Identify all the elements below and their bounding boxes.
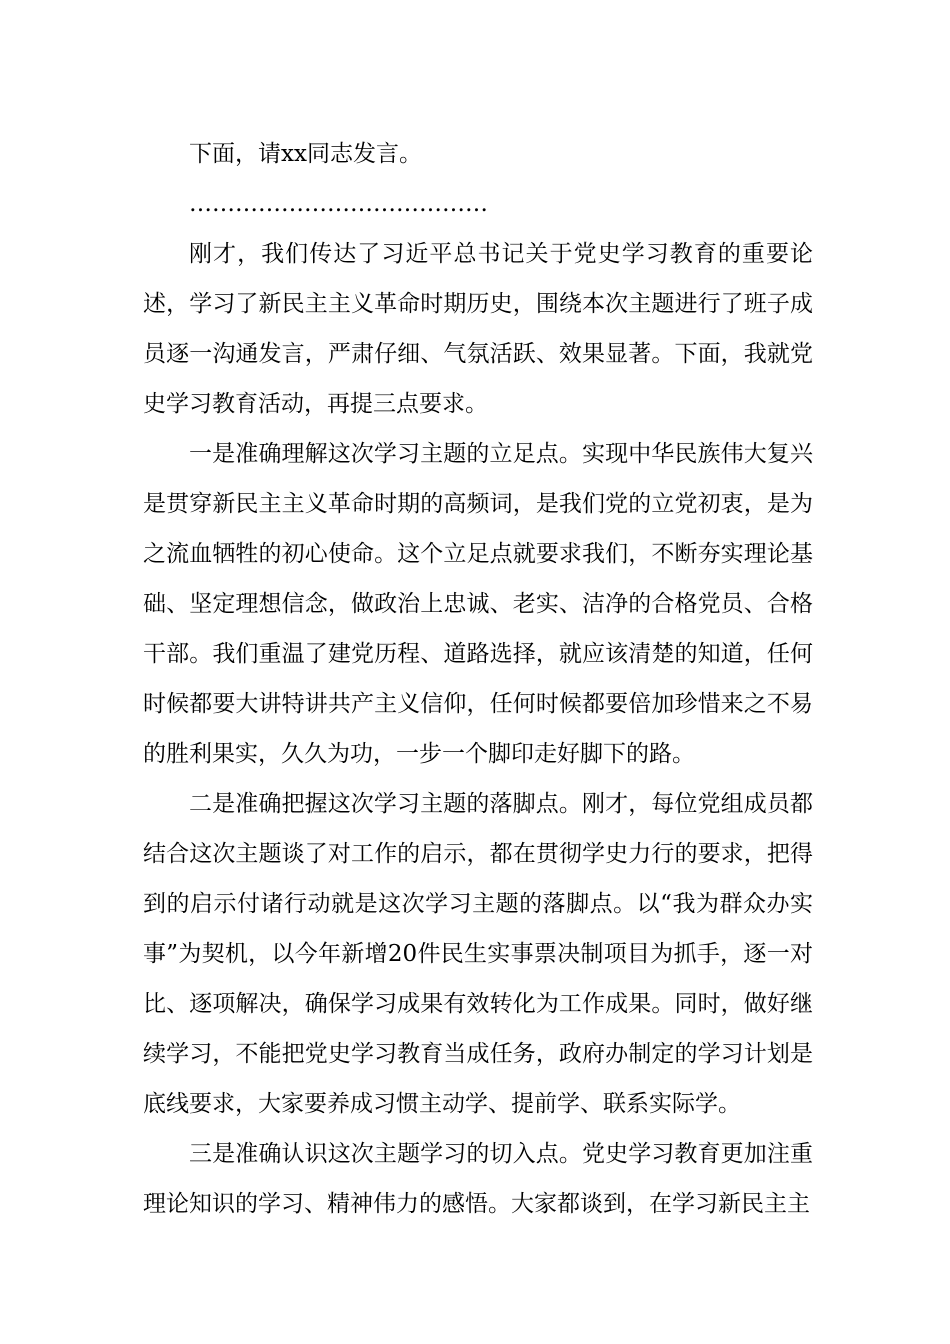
document-body — [143, 129, 813, 1229]
paragraph-summary: 刚才，我们传达了习近平总书记关于党史学习教育的重要论述，学习了新民主主义革命时期历史，围绕本次主题进行了班子成员逐一沟通发言，严肃仔细、气氛活跃、效果显著。下面，我就党史学习教育活动，再提三点要求。 — [143, 241, 813, 417]
paragraph-intro: 下面，请xx同志发言。 — [189, 141, 422, 167]
separator-dots: ………………………………… — [189, 191, 488, 217]
paragraph-point-three: 三是准确认识这次主题学习的切入点。党史学习教育更加注重理论知识的学习、精神伟力的感悟。大家都谈到，在学习新民主主 — [143, 1141, 813, 1217]
paragraph-point-one: 一是准确理解这次学习主题的立足点。实现中华民族伟大复兴是贯穿新民主主义革命时期的高频词，是我们党的立党初衷，是为之流血牺牲的初心使命。这个立足点就要求我们，不断夯实理论基础、坚定理想信念，做政治上忠诚、老实、洁净的合格党员、合格干部。我们重温了建党历程、道路选择，就应该清楚的知道，任何时候都要大讲特讲共产主义信仰，任何时候都要倍加珍惜来之不易的胜利果实，久久为功，一步一个脚印走好脚下的路。 — [143, 441, 813, 767]
paragraph-point-two: 二是准确把握这次学习主题的落脚点。刚才，每位党组成员都结合这次主题谈了对工作的启示，都在贯彻学史力行的要求，把得到的启示付诸行动就是这次学习主题的落脚点。以“我为群众办实事”为契机，以今年新增20件民生实事票决制项目为抓手，逐一对比、逐项解决，确保学习成果有效转化为工作成果。同时，做好继续学习，不能把党史学习教育当成任务，政府办制定的学习计划是底线要求，大家要养成习惯主动学、提前学、联系实际学。 — [143, 791, 813, 1117]
